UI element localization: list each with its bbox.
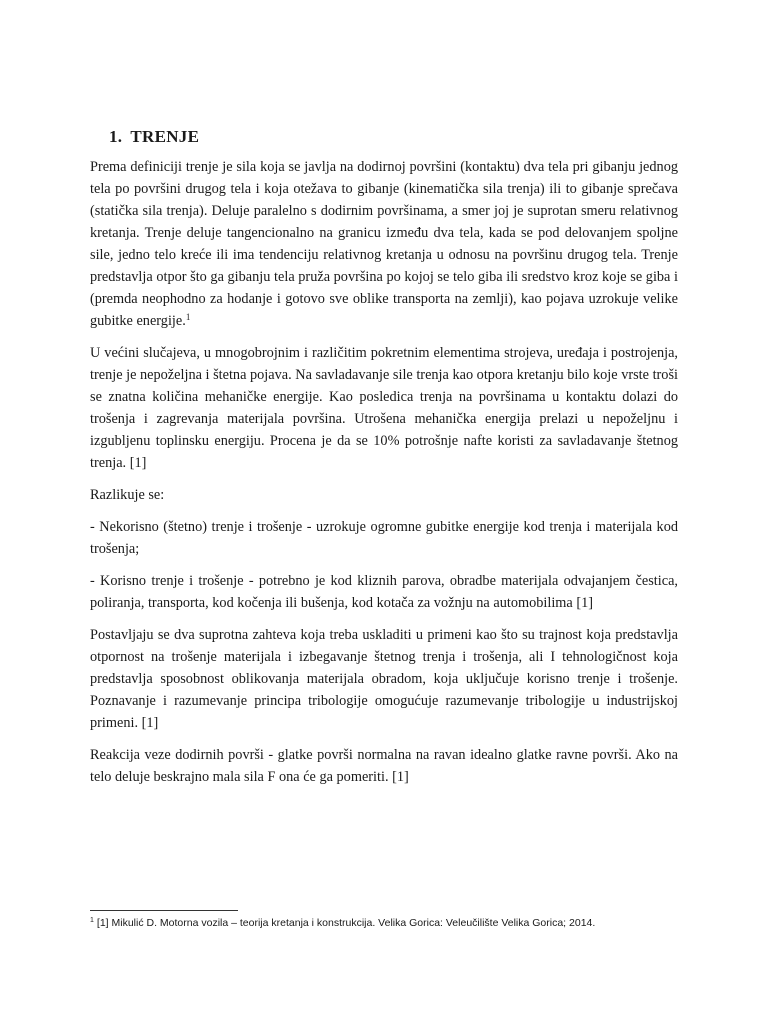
paragraph-harmful-friction: - Nekorisno (štetno) trenje i trošenje - uzrokuje ogromne gubitke energije kod trenja i materijala kod trošenja; xyxy=(90,519,678,557)
section-title: TRENJE xyxy=(130,127,200,146)
footnote-marker: 1 xyxy=(90,917,94,924)
footnote-separator xyxy=(90,910,238,911)
document-page xyxy=(90,0,678,1024)
paragraph-definition xyxy=(90,156,678,332)
paragraph-useful-friction: - Korisno trenje i trošenje - potrebno je kod kliznih parova, obradbe materijala odvajanjem čestica, poliranja, transporta, kod kočenja ili bušenja, kod kotača za vožnju na automobilima [1] xyxy=(90,573,678,611)
footnote-text: [1] Mikulić D. Motorna vozila – teorija kretanja i konstrukcija. Velika Gorica: Veleučilište Velika Gorica; 2014. xyxy=(96,917,596,929)
footnote-reference[interactable]: 1 xyxy=(185,312,191,322)
section-number: 1. xyxy=(109,127,123,146)
body-text xyxy=(90,156,678,798)
section-heading xyxy=(109,127,199,147)
paragraph-text: Prema definiciji trenje je sila koja se javlja na dodirnoj površini (kontaktu) dva tela pri gibanju jednog tela po površini drugog tela i koja otežava to gibanje (kinematička sila trenja) ili to gibanje sprečava (statička sila trenja). Deluje paralelno s dodirnim površinama, a smer joj je suprotan smeru relativnog kretanja. Trenje deluje tangencionalno na granicu između dva tela, kada se pod delovanjem spoljne sile, jedno telo kreće ili ima tendenciju relativnog kretanja u odnosu na površinu drugog tela. Trenje predstavlja otpor što ga gibanju tela pruža površina po kojoj se telo giba ili sredstvo kroz koje se giba i (premda neophodno za hodanje i gotovo sve oblike transporta na zemlji), kao pojava uzrokuje velike gubitke energije. xyxy=(90,159,678,329)
footnote xyxy=(90,916,690,930)
paragraph-reaction: Reakcija veze dodirnih površi - glatke površi normalna na ravan idealno glatke ravne površi. Ako na telo deluje beskrajno mala sila F ona će ga pomeriti. [1] xyxy=(90,747,678,785)
paragraph-distinction: Razlikuje se: xyxy=(90,487,165,503)
paragraph-requirements: Postavljaju se dva suprotna zahteva koja treba uskladiti u primeni kao što su trajnost koja predstavlja otpornost na trošenje materijala i izbegavanje štetnog trenja i trošenja, ali I tehnologičnost koja predstavlja sposobnost oblikovanja materijala obradom, koja uključuje korisno trenje i trošenje. Poznavanje i razumevanje principa tribologije omogućuje razumevanje tribologije u industrijskoj primeni. [1] xyxy=(90,627,678,731)
paragraph-losses: U većini slučajeva, u mnogobrojnim i različitim pokretnim elementima strojeva, uređaja i postrojenja, trenje je nepoželjna i štetna pojava. Na savladavanje sile trenja kao otpora kretanju bilo koje vrste troši se znatna količina mehaničke energije. Kao posledica trenja na površinama u kontaktu dolazi do trošenja i zagrevanja materijala površina. Utrošena mehanička energija prelazi u nepoželjnu i izgubljenu toplinsku energiju. Procena je da se 10% potrošnje nafte koristi za savladavanje štetnog trenja. [1] xyxy=(90,345,678,471)
